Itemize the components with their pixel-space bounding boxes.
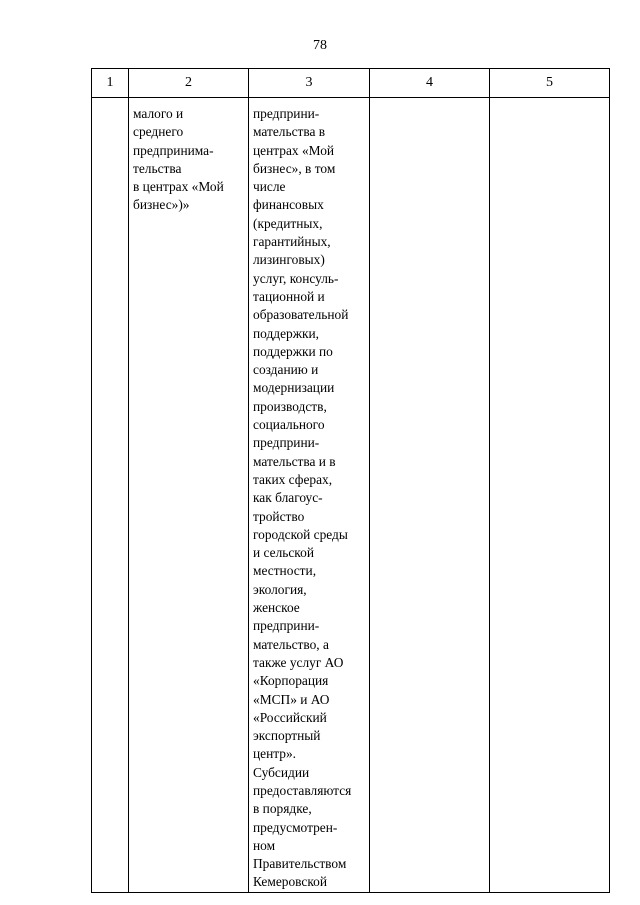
cell-text-line: бизнес»)» xyxy=(133,197,190,213)
column-header-3: 3 xyxy=(249,69,370,98)
cell-text-line: в порядке, xyxy=(253,801,312,817)
cell-text-line: экспортный xyxy=(253,728,321,744)
cell-col4-text xyxy=(370,98,489,105)
cell-text-line: «МСП» и АО xyxy=(253,691,330,707)
cell-col2 xyxy=(129,98,249,893)
cell-text-line: среднего xyxy=(133,124,184,140)
cell-text-line: лизинговых) xyxy=(253,252,325,268)
cell-text-line: предприни- xyxy=(253,618,320,634)
cell-text-line: и сельской xyxy=(253,545,314,561)
cell-text-line: социального xyxy=(253,417,325,433)
cell-text-line: тационной и xyxy=(253,288,325,304)
cell-text-line: поддержки, xyxy=(253,325,320,341)
cell-text-line: центр». xyxy=(253,746,297,762)
column-header-5: 5 xyxy=(490,69,610,98)
cell-col2-text xyxy=(129,98,248,215)
cell-col1-text xyxy=(92,98,128,105)
table-header-row xyxy=(92,69,610,98)
cell-text-line: как благоус- xyxy=(253,490,323,506)
cell-text-line: гарантийных, xyxy=(253,234,331,250)
cell-text-line: ном xyxy=(253,837,276,853)
cell-text-line: числе xyxy=(253,179,286,195)
column-header-2: 2 xyxy=(129,69,249,98)
document-table xyxy=(91,68,610,893)
cell-text-line: производств, xyxy=(253,398,327,414)
cell-text-line: мательства в xyxy=(253,124,326,140)
cell-text-line: мательства и в xyxy=(253,453,336,469)
cell-text-line: предпринима- xyxy=(133,142,214,158)
cell-text-line: также услуг АО xyxy=(253,654,344,670)
cell-text-line: созданию и xyxy=(253,362,319,378)
cell-text-line: финансовых xyxy=(253,197,324,213)
cell-text-line: (кредитных, xyxy=(253,215,323,231)
cell-col3-text xyxy=(249,98,369,892)
cell-text-line: мательство, а xyxy=(253,636,329,652)
cell-text-line: местности, xyxy=(253,563,317,579)
cell-text-line: Кемеровской xyxy=(253,874,328,890)
cell-text-line: женское xyxy=(253,600,300,616)
cell-text-line: малого и xyxy=(133,106,184,121)
cell-col3 xyxy=(249,98,370,893)
cell-text-line: услуг, консуль- xyxy=(253,270,339,286)
cell-col4 xyxy=(370,98,490,893)
cell-col5 xyxy=(490,98,610,893)
cell-text-line: предоставляются xyxy=(253,782,352,798)
cell-text-line: Субсидии xyxy=(253,764,310,780)
cell-text-line: экология, xyxy=(253,581,307,597)
cell-text-line: таких сферах, xyxy=(253,471,333,487)
cell-text-line: городской среды xyxy=(253,526,348,542)
cell-text-line: поддержки по xyxy=(253,343,333,359)
column-header-4: 4 xyxy=(370,69,490,98)
cell-text-line: тройство xyxy=(253,508,305,524)
cell-col1 xyxy=(92,98,129,893)
cell-text-line: предприни- xyxy=(253,435,320,451)
cell-text-line: модернизации xyxy=(253,380,335,396)
cell-text-line: тельства xyxy=(133,160,182,176)
cell-text-line: предусмотрен- xyxy=(253,819,338,835)
cell-text-line: центрах «Мой xyxy=(253,142,335,158)
cell-text-line: «Корпорация xyxy=(253,673,329,689)
table-row xyxy=(92,98,610,893)
column-header-1: 1 xyxy=(92,69,129,98)
cell-text-line: образовательной xyxy=(253,307,349,323)
cell-text-line: предприни- xyxy=(253,106,320,121)
cell-text-line: бизнес», в том xyxy=(253,160,336,176)
cell-text-line: в центрах «Мой xyxy=(133,179,224,195)
cell-col5-text xyxy=(490,98,609,105)
cell-text-line: «Российский xyxy=(253,709,327,725)
cell-text-line: Правительством xyxy=(253,856,347,872)
page-number: 78 xyxy=(313,38,327,53)
